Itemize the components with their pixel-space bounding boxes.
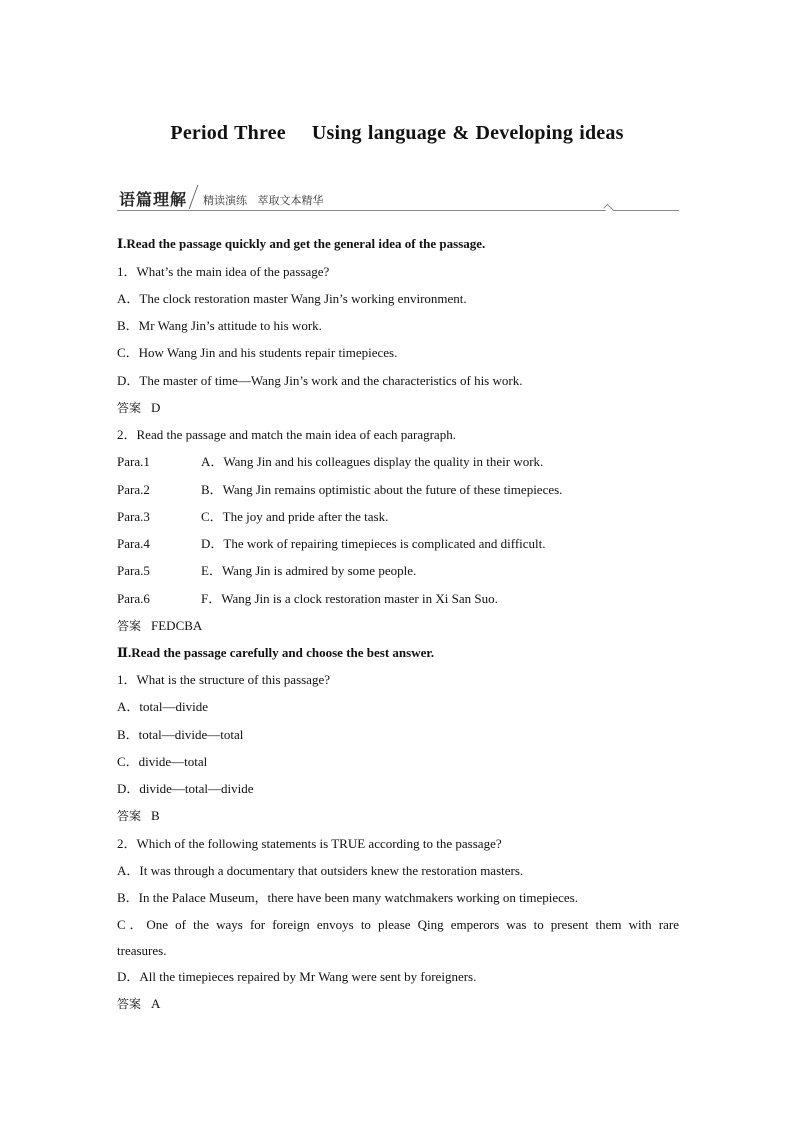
header-slash-divider (189, 185, 201, 209)
p2-q1-option-d: D．divide—total—divide (117, 781, 254, 796)
p2-q1-option-b: B．total—divide—total (117, 727, 244, 742)
page-title (0, 122, 794, 145)
p2-q2-option-d: D．All the timepieces repaired by Mr Wang were sent by foreigners. (117, 969, 477, 984)
para-label: Para.2 (117, 482, 150, 497)
p1-q1-question: 1．What’s the main idea of the passage? (117, 264, 330, 279)
p1-q1-option-c: C．How Wang Jin and his students repair timepieces. (117, 345, 398, 360)
section-header-title: 语篇理解 (119, 190, 188, 209)
title-topic: Using language & Developing ideas (311, 122, 624, 144)
answer-value: A (151, 996, 161, 1011)
header-rule (117, 210, 679, 211)
p1-q1-answer (117, 399, 679, 417)
p1-q1-option-b: B．Mr Wang Jin’s attitude to his work. (117, 318, 322, 333)
para-idea: C．The joy and pride after the task. (201, 509, 389, 524)
p1-q1-option-a: A．The clock restoration master Wang Jin’s working environment. (117, 291, 467, 306)
answer-label: 答案 (117, 401, 142, 415)
p1-q2-answer (117, 617, 679, 635)
match-row (117, 562, 679, 580)
para-label: Para.4 (117, 536, 150, 551)
match-row (117, 535, 679, 553)
match-row (117, 590, 679, 608)
p2-q2-option-a: A．It was through a documentary that outsiders knew the restoration masters. (117, 863, 524, 878)
answer-value: B (151, 808, 160, 823)
match-row (117, 481, 679, 499)
para-label: Para.5 (117, 563, 150, 578)
match-row (117, 453, 679, 471)
p1-q2-question: 2．Read the passage and match the main idea of each paragraph. (117, 427, 456, 442)
p2-q1-option-a: A．total—divide (117, 699, 208, 714)
para-label: Para.1 (117, 454, 150, 469)
p2-q2-option-c-continued: treasures. (117, 943, 167, 958)
answer-label: 答案 (117, 997, 142, 1011)
para-idea: E．Wang Jin is admired by some people. (201, 563, 417, 578)
p2-q2-answer (117, 995, 679, 1013)
p2-q1-answer (117, 807, 679, 825)
p2-q1-question: 1．What is the structure of this passage? (117, 672, 330, 687)
part2-heading: Ⅱ.Read the passage carefully and choose the best answer. (117, 645, 435, 660)
p2-q2-question: 2．Which of the following statements is TRUE according to the passage? (117, 836, 502, 851)
para-idea: A．Wang Jin and his colleagues display the quality in their work. (201, 454, 544, 469)
para-idea: D．The work of repairing timepieces is complicated and difficult. (201, 536, 546, 551)
para-label: Para.3 (117, 509, 150, 524)
match-row (117, 508, 679, 526)
para-idea: B．Wang Jin remains optimistic about the future of these timepieces. (201, 482, 563, 497)
answer-value: FEDCBA (151, 618, 203, 633)
p1-q1-option-d: D．The master of time—Wang Jin’s work and the characteristics of his work. (117, 373, 523, 388)
p2-q2-option-b: B．In the Palace Museum，there have been many watchmakers working on timepieces. (117, 890, 578, 905)
p2-q1-option-c: C．divide—total (117, 754, 208, 769)
section-header-subtitle: 精读演练 萃取文本精华 (203, 194, 324, 207)
para-idea: F．Wang Jin is a clock restoration master in Xi San Suo. (201, 591, 498, 606)
para-label: Para.6 (117, 591, 150, 606)
p2-q2-option-c: C．One of the ways for foreign envoys to please Qing emperors was to present them with rare (117, 917, 679, 932)
answer-label: 答案 (117, 809, 142, 823)
answer-value: D (151, 400, 161, 415)
part1-heading: Ⅰ.Read the passage quickly and get the general idea of the passage. (117, 236, 486, 251)
header-rule-notch (603, 204, 614, 215)
title-period: Period Three (170, 122, 286, 144)
section-header (117, 185, 679, 213)
answer-label: 答案 (117, 619, 142, 633)
